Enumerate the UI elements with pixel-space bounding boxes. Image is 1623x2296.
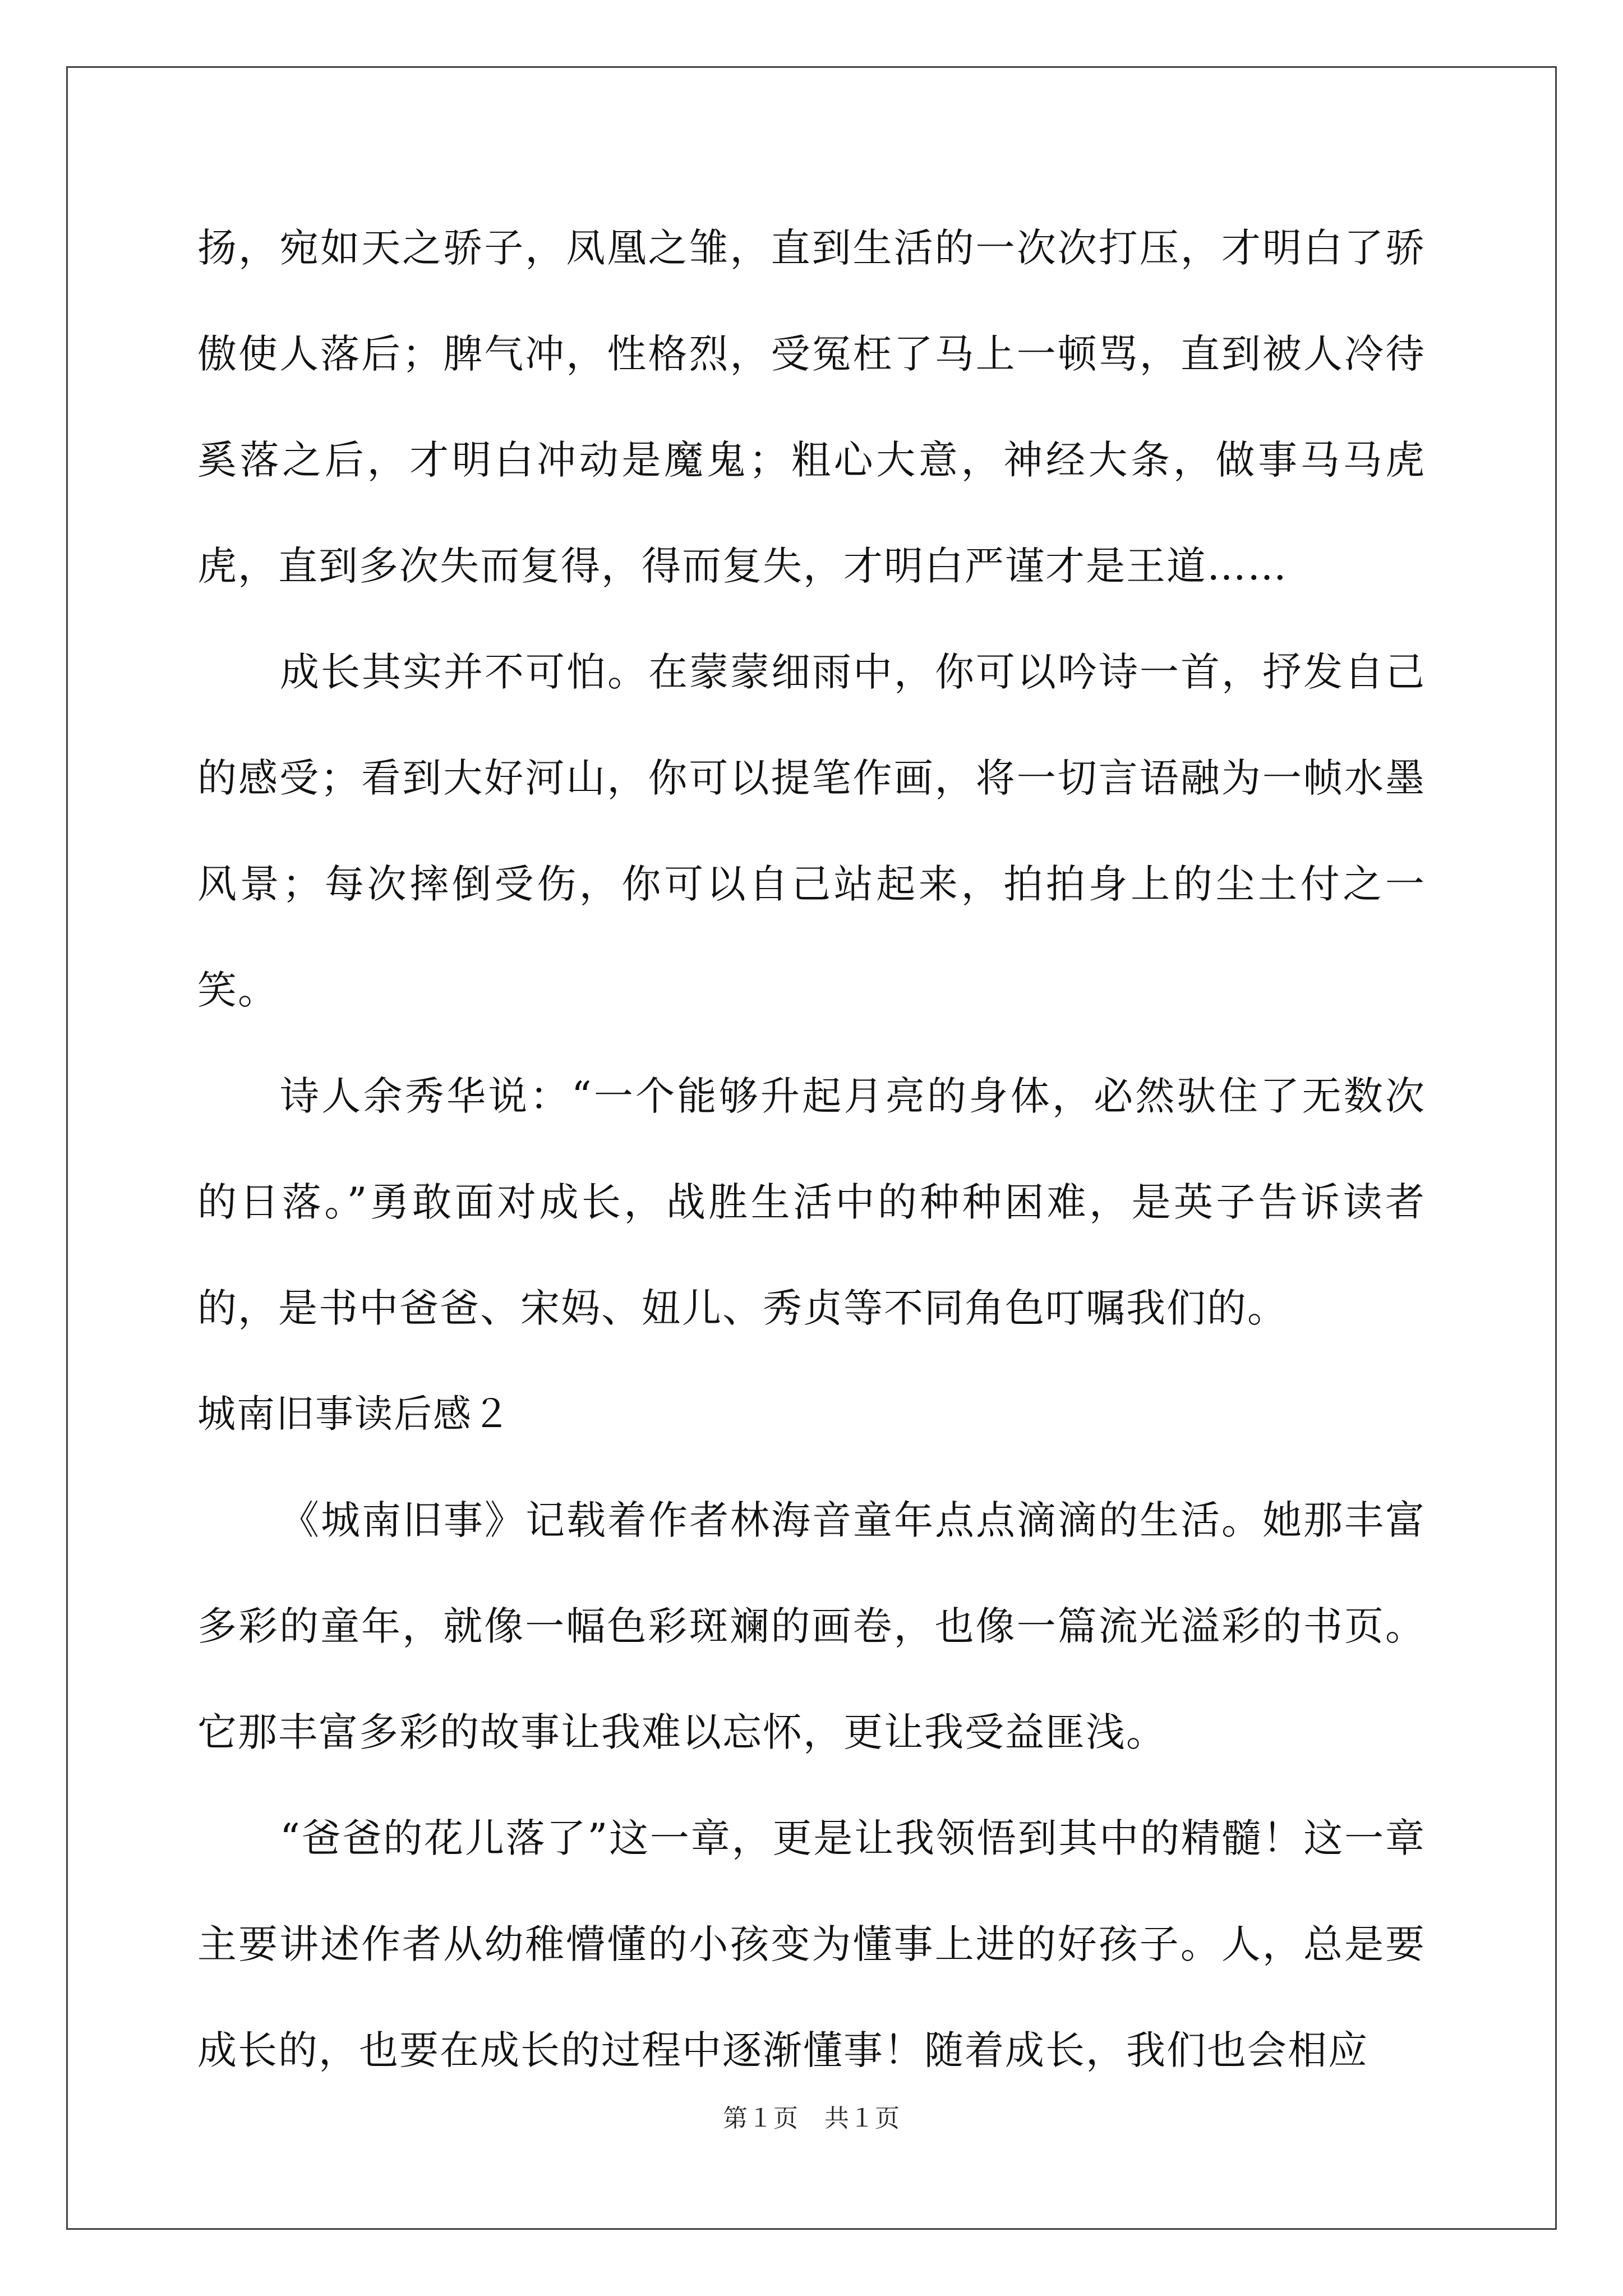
page-number: 第１页 bbox=[723, 2104, 799, 2133]
document-body bbox=[197, 213, 1426, 2104]
section-title: 城南旧事读后感２ bbox=[197, 1392, 512, 1437]
page-footer bbox=[0, 2098, 1623, 2134]
paragraph-intro: 《城南旧事》记载着作者林海音童年点点滴滴的生活。她那丰富多彩的童年，就像一幅色彩斑斓的画卷，也像一篇流光溢彩的书页。它那丰富多彩的故事让我难以忘怀，更让我受益匪浅。 bbox=[197, 1497, 1426, 1755]
paragraph-growth: 成长其实并不可怕。在蒙蒙细雨中，你可以吟诗一首，抒发自己的感受；看到大好河山，你可以提笔作画，将一切言语融为一帧水墨风景；每次摔倒受伤，你可以自己站起来，拍拍身上的尘土付之一笑。 bbox=[197, 649, 1426, 1013]
page-total: 共１页 bbox=[824, 2104, 900, 2133]
paragraph-poet-quote: 诗人余秀华说：“一个能够升起月亮的身体，必然驮住了无数次的日落。”勇敢面对成长，战胜生活中的种种困难，是英子告诉读者的，是书中爸爸、宋妈、妞儿、秀贞等不同角色叮嘱我们的。 bbox=[197, 1073, 1426, 1331]
paragraph-continuation: 扬，宛如天之骄子，凤凰之雏，直到生活的一次次打压，才明白了骄傲使人落后；脾气冲，性格烈，受冤枉了马上一顿骂，直到被人冷待奚落之后，才明白冲动是魔鬼；粗心大意，神经大条，做事马马虎虎，直到多次失而复得，得而复失，才明白严谨才是王道…… bbox=[197, 225, 1426, 589]
paragraph-chapter: “爸爸的花儿落了”这一章，更是让我领悟到其中的精髓！这一章主要讲述作者从幼稚懵懂的小孩变为懂事上进的好孩子。人，总是要成长的，也要在成长的过程中逐渐懂事！随着成长，我们也会相应 bbox=[197, 1815, 1426, 2073]
